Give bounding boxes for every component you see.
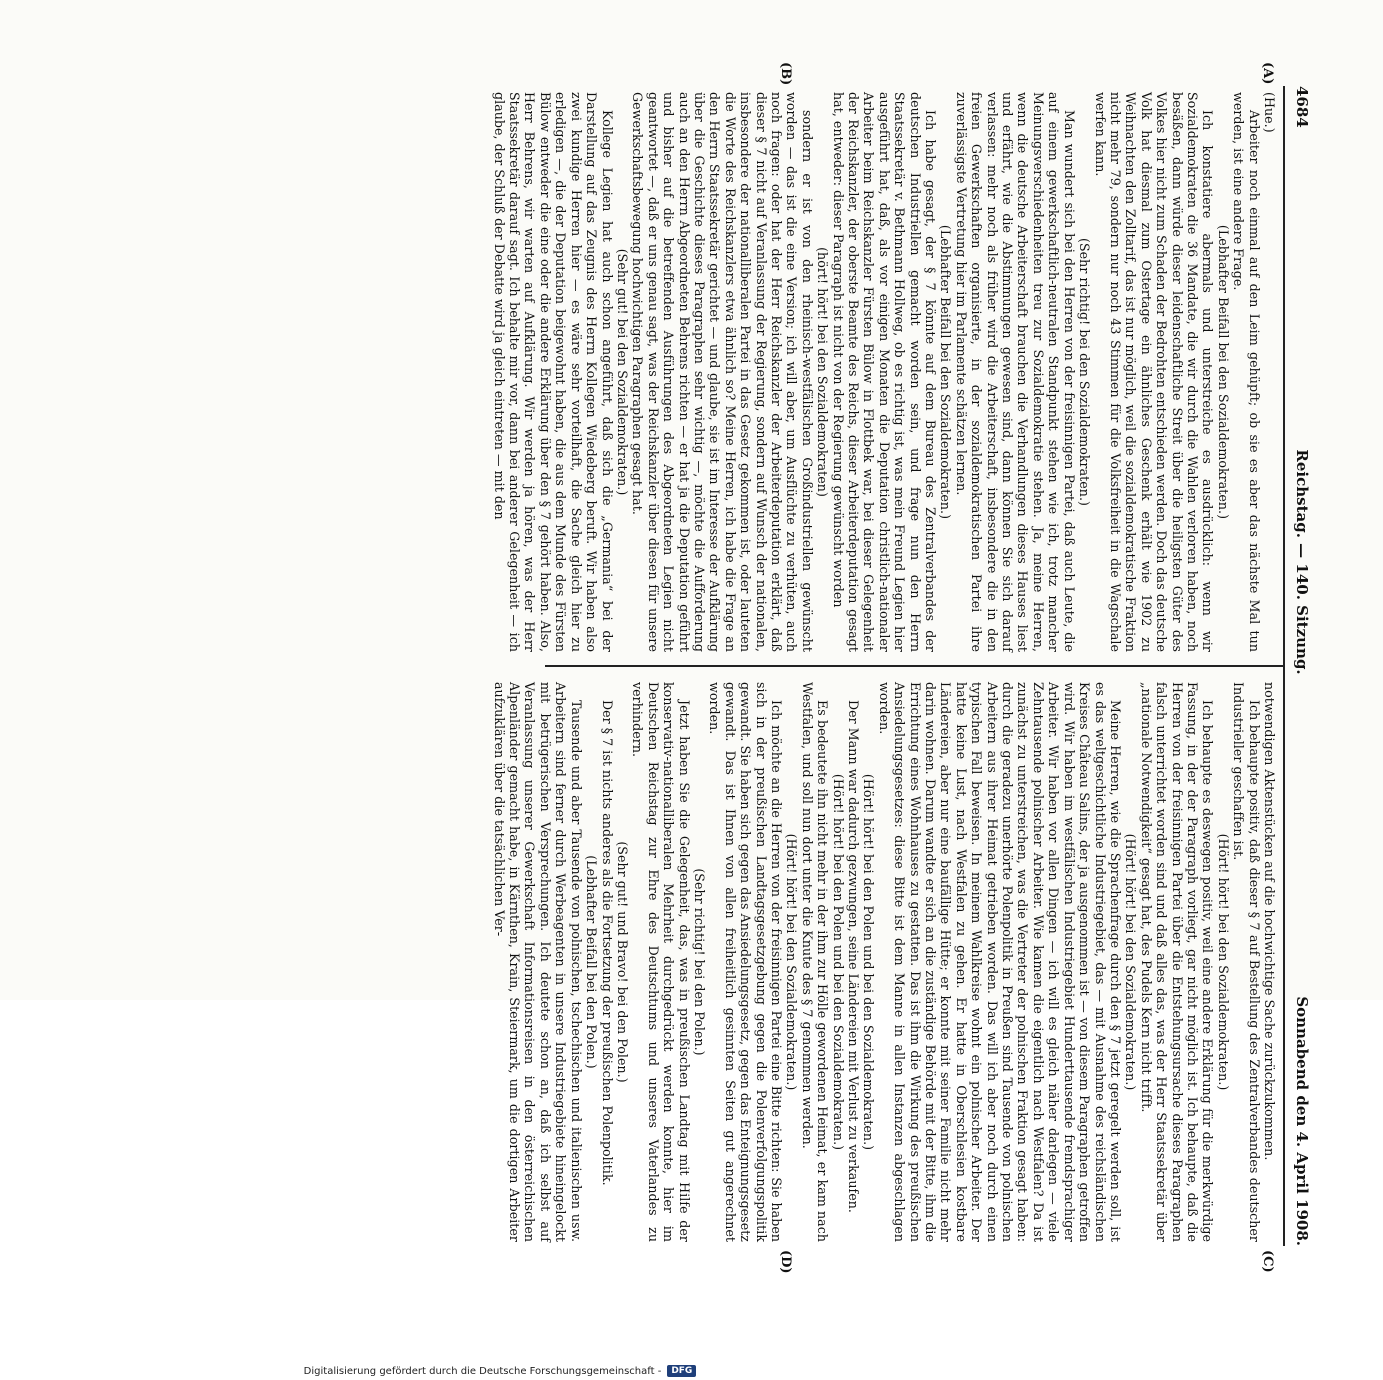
paragraph: Ich behaupte positiv, daß dieser § 7 auf Bestellung des Zentralverbandes deutscher Industrieller geschaffen ist. — [1231, 682, 1262, 1242]
paragraph: sondern er ist von den rheinisch-westfälischen Großindustriellen gewünscht worden — das ist die eine Version; ich will aber, um Ausflüchte zu verhüten, auch noch fragen: oder hat der Herr Reichskanzler der Arbeiterdeputation erklärt, daß dieser § 7 nicht auf Veranlassung der Regierung, sondern auf Wunsch der nationalen, insbesondere der nationalliberalen Partei in das Gesetz gekommen ist, oder lauteten die Worte des Reichskanzlers etwa ähnlich so? Meine Herren, ich habe die Frage an den Herrn Staatssekretär gerichtet — und glaube, sie ist im Interesse der Aufklärung über die Geschichte dieses Paragraphen sehr wichtig —, möchte die Aufforderung auch an den Herrn Abgeordneten Behrens richten — er hat ja die Deputation geführt und bisher auf die betreffenden Ausführungen des Abgeordneten Legien nicht geantwortet —, daß er uns genau sagt, was der Reichskanzler über diesen für unsere Gewerkschaftsbewegung hochwichtigen Paragraphen gesagt hat. — [630, 92, 815, 652]
paragraph: (Hört! hört! bei den Sozialdemokraten.) — [1215, 833, 1231, 1091]
paragraph: Der § 7 ist nichts anderes als die Fortsetzung der preußischen Polenpolitik. — [599, 700, 615, 1186]
paragraph: Jetzt haben Sie die Gelegenheit, das, was in preußischen Landtag mit Hilfe der konservativ-nationalliberalen Mehrheit durchgedrückt werden konnte, hier im Deutschen Reichstag zur Ehre des Deutschtums und unseres Vaterlandes zu verhindern. — [630, 682, 692, 1242]
paragraph: (Hört! hört! bei den Sozialdemokraten.) — [784, 833, 800, 1091]
paragraph: Ich möchte an die Herren von der freisinnigen Partei eine Bitte richten: Sie haben sich in der preußischen Landtagsgesetzgebung gegen die Polenverfolgungspolitik gewandt. Sie haben sich gegen das Ansiedelungsgesetz, gegen das Enteignungsgesetz gewandt. Das ist Ihnen von allen freiheitlich gesinnten Seiten gut angerechnet worden. — [707, 682, 784, 1242]
paragraph: Meine Herren, wie die Sprachenfrage durch den § 7 jetzt geregelt werden soll, ist es das weltgeschichtliche Industriegebiet, das — mit Ausnahme des reichsländischen Kreises Château Salins, der ja ausgenommen ist — von diesem Paragraphen getroffen wird. Wir haben im westfälischen Industriegebiet Hunderttausende fremdsprachiger Arbeiter. Wir haben vor allen Dingen — ich will es gleich näher darlegen — viele Zehntausende polnischer Arbeiter. Wie kamen die eigentlich nach Westfalen? Da ist zunächst zu unterstreichen, was die Vertreter der polnischen Fraktion gesagt haben: durch die geradezu unerhörte Polenpolitik in Preußen sind Tausende von polnischen Arbeitern aus ihrer Heimat getrieben worden. Das will ich aber noch durch einen typischen Fall beweisen. In meinem Wahlkreise wohnt ein polnischer Arbeiter. Der hatte keine Lust, nach Westfalen zu gehen. Er hatte in Oberschlesien kostbare Ländereien, aber nur eine baufällige Hütte; er konnte mit seiner Familie nicht mehr darin wohnen. Darum wandte er sich an die zuständige Behörde mit der Bitte, ihm die Errichtung eines Wohnhauses zu gestatten. Das ist ihm die Wirkung des preußischen Ansiedelungsgesetzes: diese Bitte ist dem Manne in allen Instanzen abgeschlagen worden. — [876, 682, 1123, 1242]
page-number: 4684 — [1293, 86, 1311, 128]
left-text-column — [491, 92, 1277, 652]
paragraph: Tausende und aber Tausende von polnischen, tschechischen und italienischen usw. Arbeitern sind ferner durch Werbeagenten in unsere Industriegebiete hineingelockt mit betrügerischen Versprechungen. Ich deutete schon an, daß ich selbst auf Veranlassung unserer Gewerkschaft Informationsreisen in den österreichischen Alpenländer gemacht habe, in Kärnthen, Krain, Steiermark, um die dortigen Arbeiter aufzuklären über die tatsächlichen Ver- — [491, 682, 584, 1242]
paragraph: (Hue.) — [1262, 92, 1277, 133]
paragraph: (Sehr richtig! bei den Polen.) — [691, 868, 707, 1056]
margin-mark-a: (A) — [1260, 62, 1275, 85]
margin-mark-c: (C) — [1260, 1250, 1275, 1273]
paragraph: Ich konstatiere abermals und unterstreiche es ausdrücklich: wenn wir Sozialdemokraten die 36 Mandate, die wir durch die Wahlen verloren haben, noch besäßen, dann würde dieser leidenschaftliche Streit über die heiligsten Güter des Volkes hier nicht zum Schaden der Bedrohten entschieden werden. Doch das deutsche Volk hat diesmal zum Ostertage ein ähnliches Geschenk erhält wie 1902 zu Weihnachten den Zolltarif, das ist nur möglich, weil die sozialdemokratische Fraktion nicht mehr 79, sondern nur noch 43 Stimmen für die Volksfreiheit in die Wagschale werfen kann. — [1092, 92, 1216, 652]
paragraph: notwendigen Aktenstücken auf die hochwichtige Sache zurückzukommen. — [1262, 682, 1277, 1161]
paragraph: (hört! hört! bei den Sozialdemokraten) — [815, 247, 831, 497]
paragraph: (Hört! hört! bei den Polen und bei den Sozialdemokraten.) — [861, 773, 877, 1151]
paragraph: Kollege Legien hat auch schon angeführt, daß sich die „Germania“ bei der Darstellung auf das Zeugnis des Herrn Kollegen Wiedeberg beruft. Wir haben also zwei kundige Herren hier — es wäre sehr vorteilhaft, die Sache gleich hier zu erledigen —, die der Deputation beigewohnt haben, die aus dem Munde des Fürsten Bülow entweder die eine oder die andere Erklärung über den § 7 gehört haben. Also, Herr Behrens, wir warten auf Aufklärung. Wir werden ja hören, was der Herr Staatssekretär darauf sagt. Ich behalte mir vor, dann bei anderer Gelegenheit — ich glaube, der Schluß der Debatte wird ja gleich eintreten — mit den — [491, 92, 615, 652]
dfg-logo: DFG — [667, 1365, 696, 1377]
margin-mark-b: (B) — [778, 62, 793, 86]
paragraph: Der Mann war dadurch gezwungen, seine Ländereien mit Verlust zu verkaufen. — [846, 700, 862, 1213]
paragraph: (Hört! hört! bei den Sozialdemokraten.) — [1123, 833, 1139, 1091]
paragraph: Ich behaupte es deswegen positiv, weil eine andere Erklärung für die merkwürdige Fassung, in der der Paragraph vorliegt, gar nicht möglich ist. Ich behaupte, daß die Herren von der freisinnigen Partei über die Entstehungsursache dieses Paragraphen falsch unterrichtet worden sind und daß alles das, was der Herr Staatssekretär über „nationale Notwendigkeit“ gesagt hat, des Pudels Kern nicht trifft. — [1138, 682, 1216, 1242]
paragraph: (Sehr gut! bei den Sozialdemokraten.) — [614, 248, 630, 496]
column-divider — [545, 665, 1285, 667]
paragraph: (Sehr richtig! bei den Sozialdemokraten.) — [1077, 238, 1093, 506]
margin-mark-d: (D) — [778, 1250, 793, 1274]
paragraph: (Lebhafter Beifall bei den Polen.) — [584, 855, 600, 1069]
page-header — [1289, 86, 1315, 1246]
digitization-footer — [0, 1362, 1000, 1380]
paragraph: (Hört! hört! bei den Polen und bei den Sozialdemokraten.) — [830, 773, 846, 1151]
paragraph: (Sehr gut! und Bravo! bei den Polen.) — [614, 841, 630, 1083]
right-text-column — [491, 682, 1277, 1242]
paragraph: Ich habe gesagt, der § 7 könnte auf dem Bureau des Zentralverbandes der deutschen Industriellen gemacht worden sein, und frage nun den Herrn Staatssekretär v. Bethmann Hollweg, ob es richtig ist, was mein Freund Legien hier ausgeführt hat, daß, als vor einigen Monaten die Deputation christlich-nationaler Arbeiter beim Reichskanzler Fürsten Bülow in Flottbek war, bei dieser Gelegenheit der Reichskanzler, der oberste Beamte des Reichs, dieser Arbeiterdeputation gesagt hat, entweder: dieser Paragraph ist nicht von der Regierung gewünscht worden — [830, 92, 939, 652]
session-title: Reichstag. — 140. Sitzung. — [1293, 449, 1311, 675]
paragraph: Arbeiter noch einmal auf den Leim gehüpft; ob sie es aber das nächste Mal tun werden, ist eine andere Frage. — [1231, 92, 1262, 652]
footer-credit: Digitalisierung gefördert durch die Deutsche Forschungsgemeinschaft - — [303, 1365, 662, 1377]
paragraph: (Lebhafter Beifall bei den Sozialdemokraten.) — [938, 224, 954, 520]
session-date: Sonnabend den 4. April 1908. — [1293, 996, 1311, 1246]
paragraph: Man wundert sich bei den Herren von der freisinnigen Partei, daß auch Leute, die auf einem gewerkschaftlich-neutralen Standpunkt stehen wie ich, trotz mancher Meinungsverschiedenheiten treu zur Sozialdemokratie stehen. Ja, meine Herren, wenn die deutsche Arbeiterschaft brauchen die Verhandlungen dieses Hauses liest und erfährt, wie die Abstimmungen gewesen sind, dann können Sie sich darauf verlassen: mehr noch als früher wird die Arbeiterschaft, insbesondere die in den freien Gewerkschaften organisierte, in der sozialdemokratischen Partei ihre zuverlässigste Vertretung hier im Parlamente schätzen lernen. — [953, 92, 1077, 652]
paragraph: (Lebhafter Beifall bei den Sozialdemokraten.) — [1215, 224, 1231, 520]
paragraph: Es bedeutete ihn nicht mehr in der ihm zur Hölle gewordenen Heimat, er kam nach Westfalen, und soll nun dort unter die Knute des § 7 genommen werden. — [799, 682, 831, 1242]
